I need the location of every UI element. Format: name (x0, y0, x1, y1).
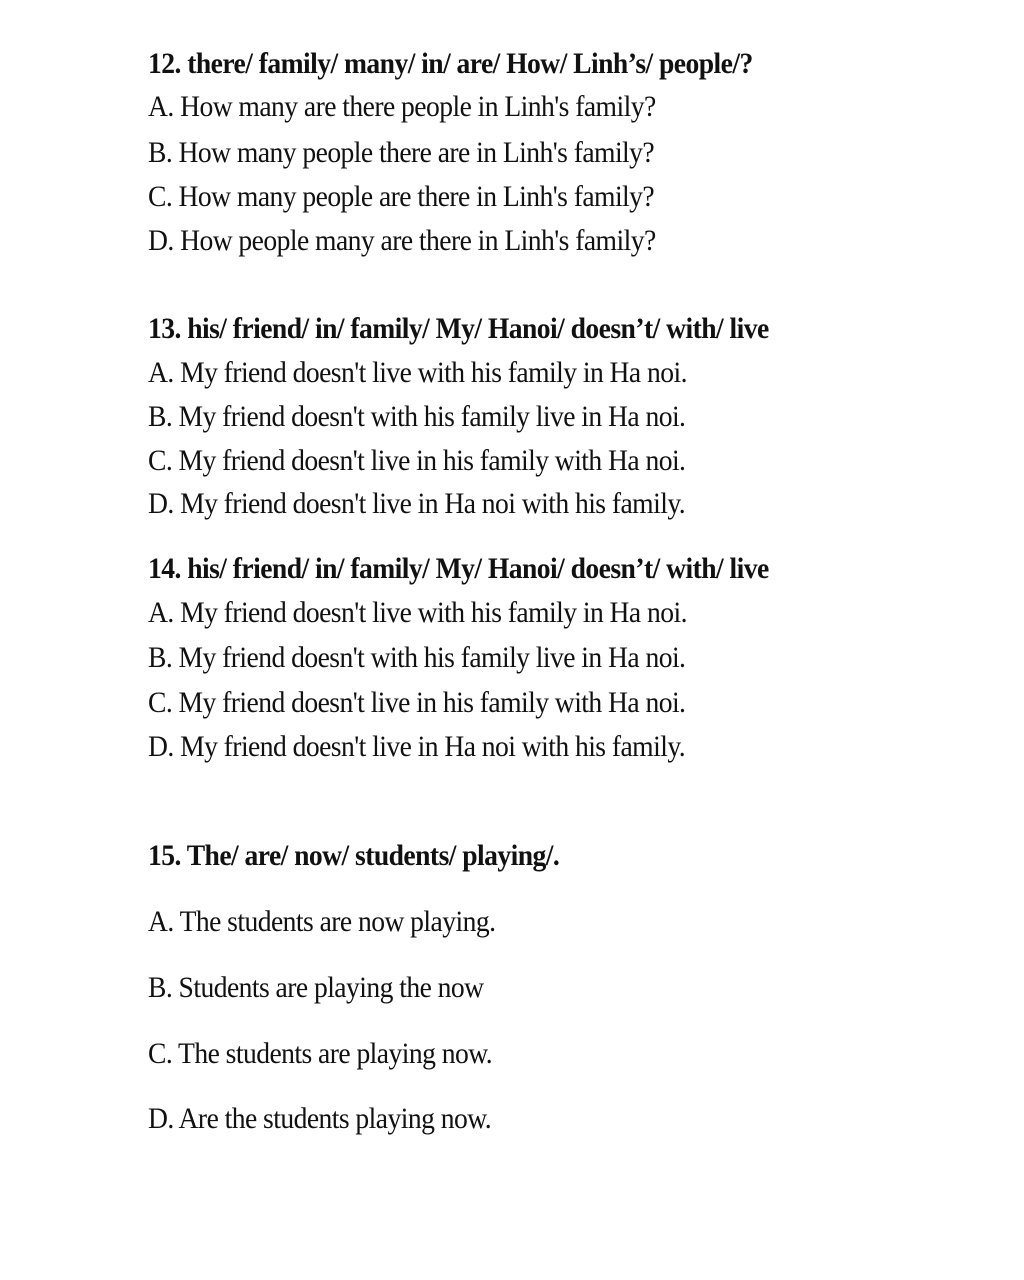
question-15-prompt: 15. The/ are/ now/ students/ playing/. (148, 839, 560, 872)
question-12-option-a: A. How many are there people in Linh's family? (148, 90, 656, 123)
question-12-option-d: D. How people many are there in Linh's family? (148, 224, 656, 257)
question-12-prompt: 12. there/ family/ many/ in/ are/ How/ Linh’s/ people/? (148, 47, 753, 80)
question-12-option-b: B. How many people there are in Linh's family? (148, 136, 655, 169)
question-12-option-c: C. How many people are there in Linh's family? (148, 180, 655, 213)
question-15-option-d: D. Are the students playing now. (148, 1102, 492, 1135)
question-14-option-b: B. My friend doesn't with his family live in Ha noi. (148, 641, 686, 674)
question-15-option-c: C. The students are playing now. (148, 1037, 493, 1070)
question-15-option-a: A. The students are now playing. (148, 905, 496, 938)
question-13-prompt: 13. his/ friend/ in/ family/ My/ Hanoi/ doesn’t/ with/ live (148, 312, 769, 345)
question-14-prompt: 14. his/ friend/ in/ family/ My/ Hanoi/ doesn’t/ with/ live (148, 552, 769, 585)
question-13-option-d: D. My friend doesn't live in Ha noi with his family. (148, 487, 686, 520)
question-14-option-d: D. My friend doesn't live in Ha noi with his family. (148, 730, 686, 763)
question-13-option-b: B. My friend doesn't with his family live in Ha noi. (148, 400, 686, 433)
question-13-option-c: C. My friend doesn't live in his family with Ha noi. (148, 444, 686, 477)
question-14-option-c: C. My friend doesn't live in his family with Ha noi. (148, 686, 686, 719)
question-13-option-a: A. My friend doesn't live with his family in Ha noi. (148, 356, 687, 389)
question-14-option-a: A. My friend doesn't live with his family in Ha noi. (148, 596, 687, 629)
question-15-option-b: B. Students are playing the now (148, 971, 484, 1004)
